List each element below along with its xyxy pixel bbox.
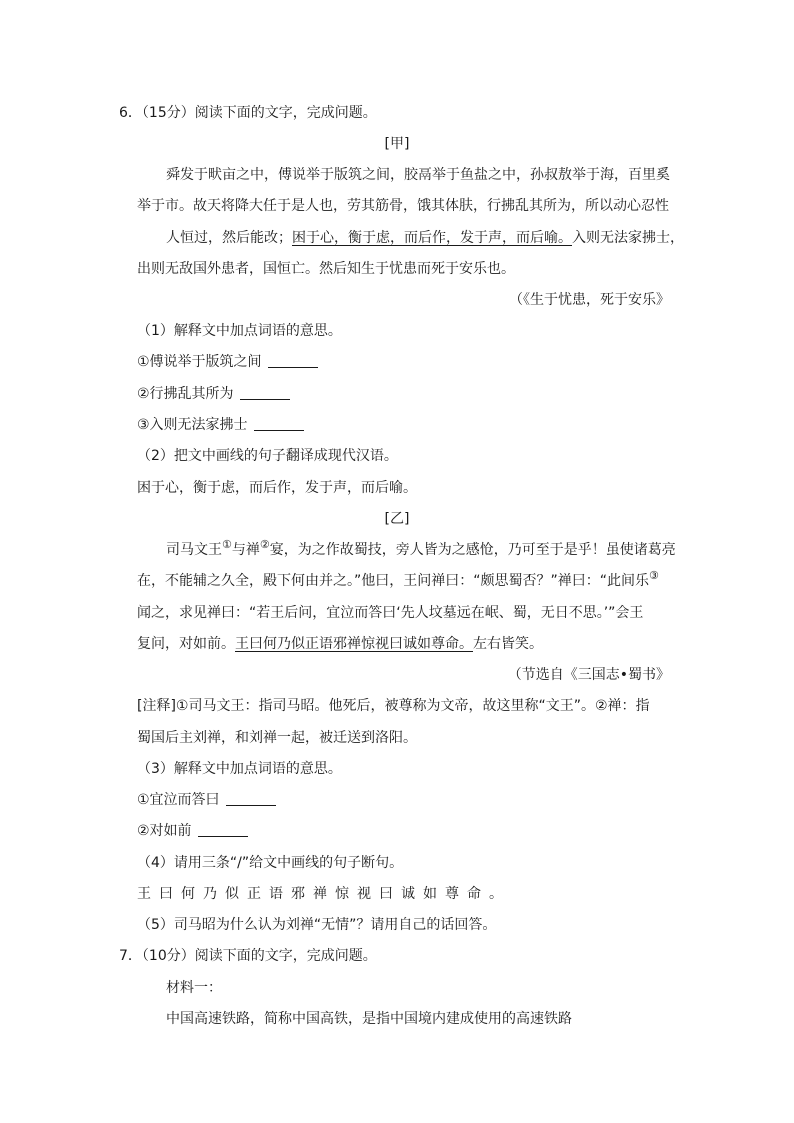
subquestion-2: （2）把文中画线的句子翻译成现代汉语。 xyxy=(137,448,398,464)
passage-yi-line-3: 闻之，求见禅曰：“若王后问，宜泣而答曰‘先人坟墓远在岷、蜀，无日不思。’”会王 xyxy=(137,605,644,621)
passage-text: 宴，为之作故蜀技，旁人皆为之感怆，乃可至于是乎！虽使诸葛亮 xyxy=(269,542,676,558)
annotation-line-1: [注释]①司马文王：指司马昭。他死后，被尊称为文帝，故这里称“文王”。②禅：指 xyxy=(137,698,650,714)
item-text: ③入则无法家拂士 xyxy=(137,417,248,433)
passage-yi-title: [乙] xyxy=(384,511,410,527)
item-text: ②行拂乱其所为 xyxy=(137,386,234,402)
passage-text: 入则无法家拂士， xyxy=(572,230,684,246)
item-text: ①宜泣而答曰 xyxy=(137,792,220,808)
footnote-mark: ③ xyxy=(649,569,659,582)
passage-text: 在，不能辅之久全，殿下何由并之。”他曰，王问禅曰：“颇思蜀否？”禅曰：“此间乐 xyxy=(137,573,650,589)
q6-heading: 6．（15分）阅读下面的文字，完成问题。 xyxy=(119,105,377,121)
subquestion-5: （5）司马昭为什么认为刘禅“无情”？请用自己的话回答。 xyxy=(137,917,497,933)
passage-text: 复问，对如前。 xyxy=(137,636,235,652)
passage-text: 与禅 xyxy=(231,542,260,558)
passage-jia-line-1: 舜发于畎亩之中，傅说举于版筑之间，胶鬲举于鱼盐之中，孙叔敖举于海，百里奚 xyxy=(166,167,670,183)
subquestion-4-text: 王曰何乃似正语邪禅惊视曰诚如尊命。 xyxy=(137,886,511,902)
underlined-sentence: 困于心，衡于虑，而后作，发于声，而后喻。 xyxy=(292,230,572,246)
passage-jia-source: （《生于忧患，死于安乐》 xyxy=(509,292,670,308)
answer-blank[interactable] xyxy=(198,822,248,837)
subquestion-2-text: 困于心，衡于虑，而后作，发于声，而后喻。 xyxy=(137,480,417,496)
passage-text: 左右皆笑。 xyxy=(473,636,543,652)
underlined-sentence: 王曰何乃似正语邪禅惊视曰诚如尊命。 xyxy=(235,636,473,652)
item-text: ②对如前 xyxy=(137,823,192,839)
answer-blank[interactable] xyxy=(268,353,318,368)
item-text: ①傅说举于版筑之间 xyxy=(137,354,262,370)
passage-text: 司马文王 xyxy=(166,542,222,558)
passage-jia-line-4: 出则无敌国外患者，国恒亡。然后知生于忧患而死于安乐也。 xyxy=(137,261,515,277)
passage-jia-line-2: 举于市。故天将降大任于是人也，劳其筋骨，饿其体肤，行拂乱其所为，所以动心忍性 xyxy=(137,198,669,214)
answer-blank[interactable] xyxy=(226,791,276,806)
passage-yi-line-2 xyxy=(137,571,659,592)
passage-yi-line-1 xyxy=(166,540,676,561)
footnote-mark: ② xyxy=(259,538,270,551)
subquestion-1c xyxy=(137,415,304,435)
passage-jia-line-3 xyxy=(166,228,684,248)
subquestion-1: （1）解释文中加点词语的意思。 xyxy=(137,323,342,339)
passage-jia-title: [甲] xyxy=(384,136,410,152)
subquestion-3a xyxy=(137,790,276,810)
annotation-line-2: 蜀国后主刘禅，和刘禅一起，被迁送到洛阳。 xyxy=(137,730,417,746)
passage-yi-source: （节选自《三国志•蜀书》 xyxy=(507,667,670,683)
answer-blank[interactable] xyxy=(240,385,290,400)
footnote-mark: ① xyxy=(222,538,232,551)
material-1-label: 材料一： xyxy=(166,980,222,996)
subquestion-4: （4）请用三条“/”给文中画线的句子断句。 xyxy=(137,855,404,871)
material-1-text: 中国高速铁路，简称中国高铁，是指中国境内建成使用的高速铁路 xyxy=(166,1011,572,1027)
subquestion-1b xyxy=(137,384,290,404)
subquestion-3b xyxy=(137,821,248,841)
answer-blank[interactable] xyxy=(254,416,304,431)
q7-heading: 7．（10分）阅读下面的文字，完成问题。 xyxy=(119,948,377,964)
subquestion-1a xyxy=(137,352,318,372)
subquestion-3: （3）解释文中加点词语的意思。 xyxy=(137,761,342,777)
passage-text: 人恒过，然后能改； xyxy=(166,230,292,246)
passage-yi-line-4 xyxy=(137,634,543,654)
